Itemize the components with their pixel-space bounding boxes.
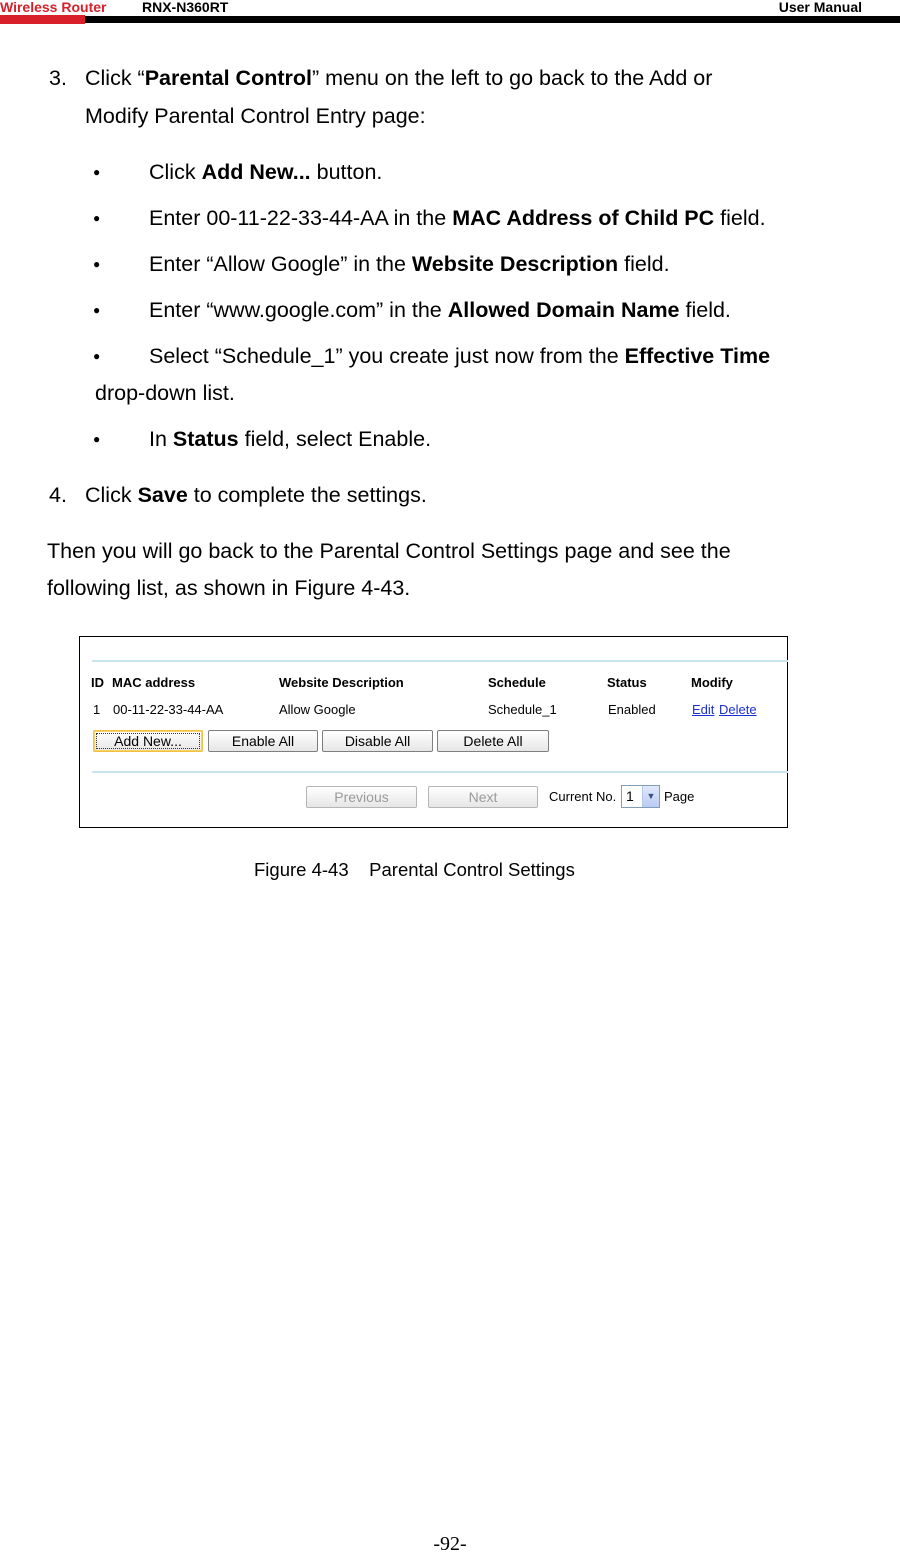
chevron-down-icon[interactable]: ▼ <box>642 786 659 807</box>
bullet-5-continuation: drop-down list. <box>95 381 235 405</box>
figure-parental-control-settings <box>79 636 788 828</box>
bullet-dot-icon: ● <box>93 349 101 363</box>
bullet-6-pre: In <box>149 427 173 451</box>
enable-all-button[interactable]: Enable All <box>208 730 318 752</box>
paragraph-line1: Then you will go back to the Parental Control Settings page and see the <box>47 539 731 563</box>
step3-line2: Modify Parental Control Entry page: <box>85 104 426 128</box>
header-rule-red <box>0 15 85 24</box>
bullet-dot-icon: ● <box>93 211 101 225</box>
bullet-6 <box>149 427 431 451</box>
bullet-1 <box>149 160 382 184</box>
page-header <box>0 0 900 26</box>
page-label: Page <box>664 789 695 804</box>
disable-all-button[interactable]: Disable All <box>322 730 433 752</box>
bullet-3 <box>149 252 670 276</box>
bullet-6-bold: Status <box>172 427 239 451</box>
step4-post: to complete the settings. <box>187 483 427 507</box>
header-model: RNX-N360RT <box>142 0 229 15</box>
bullet-3-post: field. <box>618 252 670 276</box>
row-id: 1 <box>93 702 101 717</box>
bullet-4 <box>149 298 731 322</box>
delete-link[interactable]: Delete <box>719 702 757 717</box>
next-button[interactable]: Next <box>428 786 538 808</box>
top-divider <box>92 660 788 662</box>
row-status: Enabled <box>608 702 656 717</box>
bullet-1-post: button. <box>310 160 383 184</box>
col-header-status: Status <box>607 675 647 690</box>
row-desc: Allow Google <box>279 702 356 717</box>
bullet-6-post: field, select Enable. <box>238 427 432 451</box>
bullet-dot-icon: ● <box>93 165 101 179</box>
bullet-4-bold: Allowed Domain Name <box>447 298 680 322</box>
step4-pre: Click <box>85 483 138 507</box>
delete-all-button[interactable]: Delete All <box>437 730 549 752</box>
figure-caption: Figure 4-43 Parental Control Settings <box>254 859 575 880</box>
step4-bold: Save <box>137 483 188 507</box>
current-page-value: 1 <box>626 788 634 804</box>
bullet-5 <box>149 344 770 368</box>
bullet-dot-icon: ● <box>93 303 101 317</box>
current-page-select[interactable] <box>621 785 660 808</box>
bullet-4-post: field. <box>679 298 731 322</box>
step3-post: ” menu on the left to go back to the Add or <box>311 66 713 90</box>
bullet-5-bold: Effective Time <box>624 344 771 368</box>
step3-pre: Click “ <box>85 66 145 90</box>
header-brand: Wireless Router <box>0 0 107 15</box>
bullet-2-bold: MAC Address of Child PC <box>452 206 715 230</box>
step3-bold: Parental Control <box>144 66 312 90</box>
bullet-dot-icon: ● <box>93 432 101 446</box>
header-doc-type: User Manual <box>778 0 862 15</box>
col-header-desc: Website Description <box>279 675 404 690</box>
row-schedule: Schedule_1 <box>488 702 557 717</box>
previous-button[interactable]: Previous <box>306 786 417 808</box>
edit-link[interactable]: Edit <box>692 702 715 717</box>
bullet-5-pre: Select “Schedule_1” you create just now from the <box>149 344 625 368</box>
col-header-modify: Modify <box>691 675 733 690</box>
current-no-label: Current No. <box>549 789 617 804</box>
bullet-1-bold: Add New... <box>201 160 311 184</box>
step4-line <box>85 483 427 507</box>
bullet-dot-icon: ● <box>93 257 101 271</box>
row-mac: 00-11-22-33-44-AA <box>113 702 224 717</box>
bullet-1-pre: Click <box>149 160 202 184</box>
bullet-2 <box>149 206 766 230</box>
step3-line1 <box>85 66 712 90</box>
bullet-3-bold: Website Description <box>411 252 619 276</box>
col-header-schedule: Schedule <box>488 675 546 690</box>
step4-number: 4. <box>49 483 67 507</box>
bullet-3-pre: Enter “Allow Google” in the <box>149 252 412 276</box>
bottom-divider <box>92 771 788 773</box>
bullet-2-pre: Enter 00-11-22-33-44-AA in the <box>149 206 453 230</box>
page-number: -92- <box>433 1533 467 1553</box>
step3-number: 3. <box>49 66 67 90</box>
col-header-id: ID <box>91 675 104 690</box>
col-header-mac: MAC address <box>112 675 196 690</box>
paragraph-line2: following list, as shown in Figure 4-43. <box>47 576 411 600</box>
add-new-button[interactable]: Add New... <box>93 730 203 752</box>
bullet-4-pre: Enter “www.google.com” in the <box>149 298 448 322</box>
header-rule-black <box>85 16 900 23</box>
bullet-2-post: field. <box>714 206 766 230</box>
